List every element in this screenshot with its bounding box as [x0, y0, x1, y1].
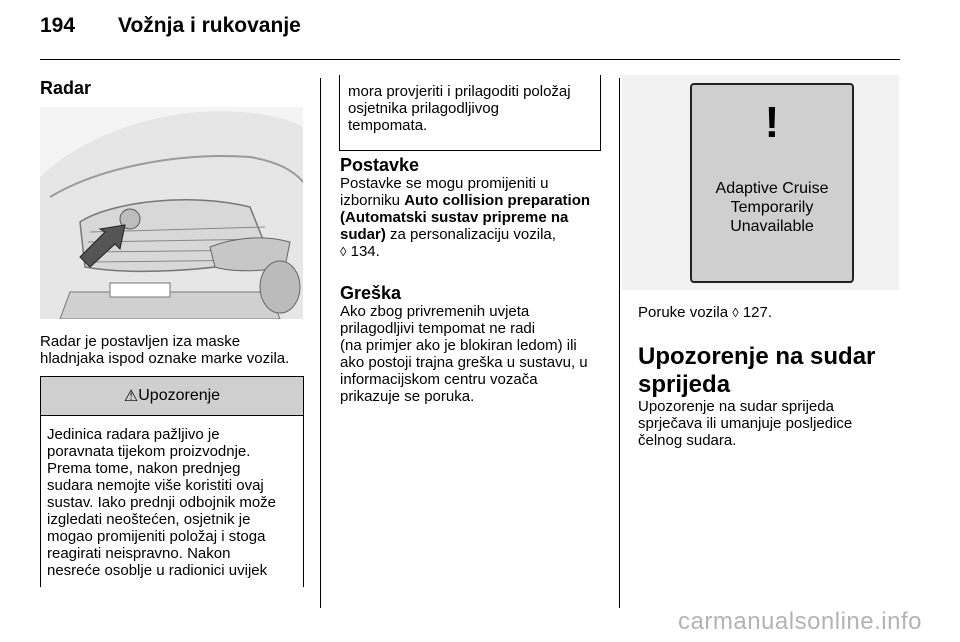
text-line: mogao promijeniti položaj i stoga	[47, 528, 266, 545]
text-line: osjetnika prilagodljivog	[348, 100, 499, 117]
section-postavke	[340, 155, 610, 260]
text-line: Upozorenje na sudar sprijeda	[638, 398, 834, 415]
reference-page: 127.	[738, 304, 773, 321]
text-line: sustav. Iako prednji odbojnik može	[47, 494, 277, 511]
text-line: sprječava ili umanjuje posljedice	[638, 415, 853, 432]
menu-name: Auto collision preparation	[404, 192, 591, 209]
display-line: Adaptive Cruise	[715, 180, 829, 197]
cluster-display-image	[622, 75, 899, 290]
text-line: poravnata tijekom proizvodnje.	[47, 443, 251, 460]
column-divider-2	[619, 78, 620, 608]
watermark: carmanualsonline.info	[678, 608, 922, 635]
text-line: sudara nemojte više koristiti ovaj	[47, 477, 264, 494]
text-span: izborniku	[340, 192, 405, 209]
text-line: ako postoji trajna greška u sustavu, u	[340, 354, 588, 371]
cluster-display-panel	[690, 83, 854, 283]
text-line: Prema tome, nakon prednjeg	[47, 460, 241, 477]
text-line: Postavke se mogu promijeniti u	[340, 175, 549, 192]
warning-box-continued	[339, 75, 601, 151]
car-front-photo	[40, 107, 303, 319]
exclamation-icon: !	[764, 98, 780, 147]
display-line: Unavailable	[730, 218, 814, 235]
text-line: izgledati neoštećen, osjetnik je	[47, 511, 251, 528]
text-line: tempomata.	[348, 117, 428, 134]
reference-arrow-icon: ◊	[340, 244, 347, 259]
section-heading-greska: Greška	[340, 283, 402, 303]
radar-description	[40, 333, 310, 367]
text-line: nesreće osoblje u radionici uvijek	[47, 562, 268, 579]
text-line: čelnog sudara.	[638, 432, 737, 449]
text-line: (na primjer ako je blokiran ledom) ili	[340, 337, 577, 354]
section-heading-postavke: Postavke	[340, 155, 420, 175]
warning-box	[40, 376, 304, 587]
text-line: Radar je postavljen iza maske	[40, 333, 241, 350]
section-heading-collision-warning	[638, 343, 898, 399]
collision-warning-description	[638, 398, 898, 449]
warning-title: Upozorenje	[138, 387, 221, 404]
vehicle-messages-reference[interactable]	[638, 304, 772, 321]
section-heading-radar: Radar	[40, 78, 92, 98]
text-line: reagirati neispravno. Nakon	[47, 545, 231, 562]
header-rule	[40, 59, 900, 60]
page-number: 194	[40, 14, 76, 37]
text-line: Jedinica radara pažljivo je	[47, 426, 220, 443]
text-line: informacijskom centru vozača	[340, 371, 538, 388]
text-line	[340, 226, 610, 243]
heading-line: sprijeda	[638, 371, 731, 398]
display-message	[692, 179, 852, 236]
section-greska	[340, 283, 615, 405]
heading-line: Upozorenje na sudar	[638, 343, 876, 370]
warning-body	[41, 416, 303, 579]
reference-page: 134.	[346, 243, 380, 260]
column-divider-1	[320, 78, 321, 608]
warning-triangle-icon: ⚠	[123, 388, 139, 405]
text-span: za personalizaciju vozila,	[385, 226, 556, 243]
text-line: prilagodljivi tempomat ne radi	[340, 320, 536, 337]
text-line	[340, 192, 610, 209]
page-title: Vožnja i rukovanje	[118, 14, 301, 37]
text-line: Ako zbog privremenih uvjeta	[340, 303, 530, 320]
text-line: hladnjaka ispod oznake marke vozila.	[40, 350, 290, 367]
text-line: prikazuje se poruka.	[340, 388, 475, 405]
text-span: Poruke vozila	[638, 304, 733, 321]
reference-arrow-icon: ◊	[732, 305, 739, 320]
menu-name-end: sudar)	[340, 226, 386, 243]
page-reference[interactable]	[340, 243, 610, 260]
text-line: mora provjeriti i prilagoditi položaj	[348, 83, 571, 100]
menu-name-cont: (Automatski sustav pripreme na	[340, 209, 569, 226]
warning-header	[41, 377, 303, 416]
display-line: Temporarily	[730, 199, 814, 216]
